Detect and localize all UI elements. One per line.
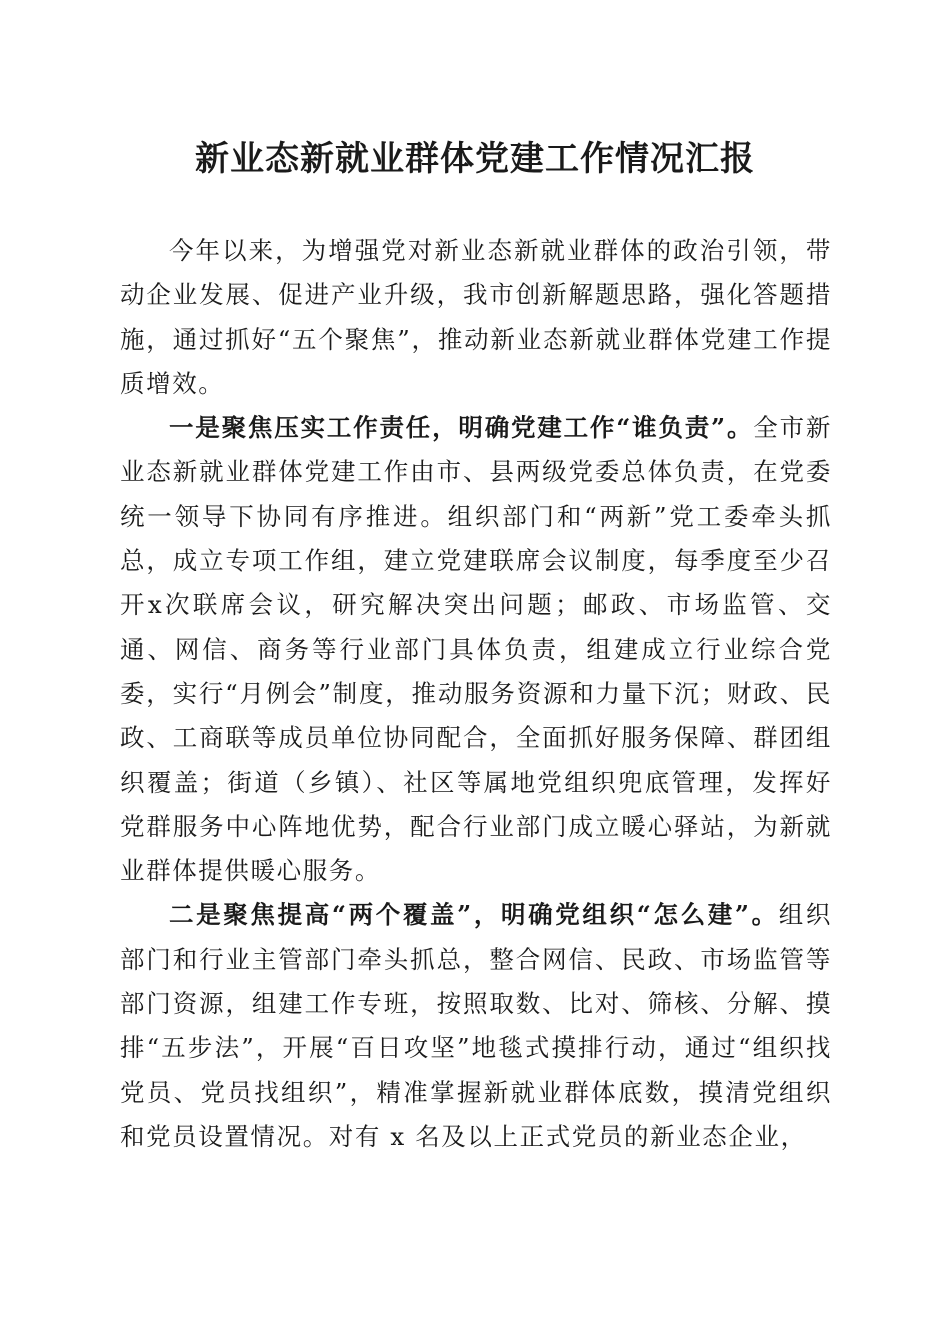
document-title: 新业态新就业群体党建工作情况汇报 (195, 139, 755, 179)
paragraph-lead: 二是聚焦提高“两个覆盖”，明确党组织“怎么建”。 (169, 900, 779, 930)
paragraph-point-two (120, 893, 832, 1159)
paragraph-intro (120, 229, 832, 406)
paragraph-text: 全市新业态新就业群体党建工作由市、县两级党委总体负责，在党委统一领导下协同有序推进。组织部门和“两新”党工委牵头抓总，成立专项工作组，建立党建联席会议制度，每季度至少召开x次联席会议，研究解决突出问题；邮政、市场监管、交通、网信、商务等行业部门具体负责，组建成立行业综合党委，实行“月例会”制度，推动服务资源和力量下沉；财政、民政、工商联等成员单位协同配合，全面抓好服务保障、群团组织覆盖；街道（乡镇）、社区等属地党组织兜底管理，发挥好党群服务中心阵地优势，配合行业部门成立暖心驿站，为新就业群体提供暖心服务。 (120, 413, 832, 886)
paragraph-text: 组织部门和行业主管部门牵头抓总，整合网信、民政、市场监管等部门资源，组建工作专班，按照取数、比对、筛核、分解、摸排“五步法”，开展“百日攻坚”地毯式摸排行动，通过“组织找党员、党员找组织”，精准掌握新就业群体底数，摸清党组织和党员设置情况。对有 x 名及以上正式党员的新业态企业， (120, 900, 832, 1151)
paragraph-text: 今年以来，为增强党对新业态新就业群体的政治引领，带动企业发展、促进产业升级，我市创新解题思路，强化答题措施，通过抓好“五个聚焦”，推动新业态新就业群体党建工作提质增效。 (120, 236, 832, 398)
paragraph-lead: 一是聚焦压实工作责任，明确党建工作“谁负责”。 (169, 413, 754, 443)
document-body (120, 229, 832, 1159)
paragraph-point-one (120, 406, 832, 893)
